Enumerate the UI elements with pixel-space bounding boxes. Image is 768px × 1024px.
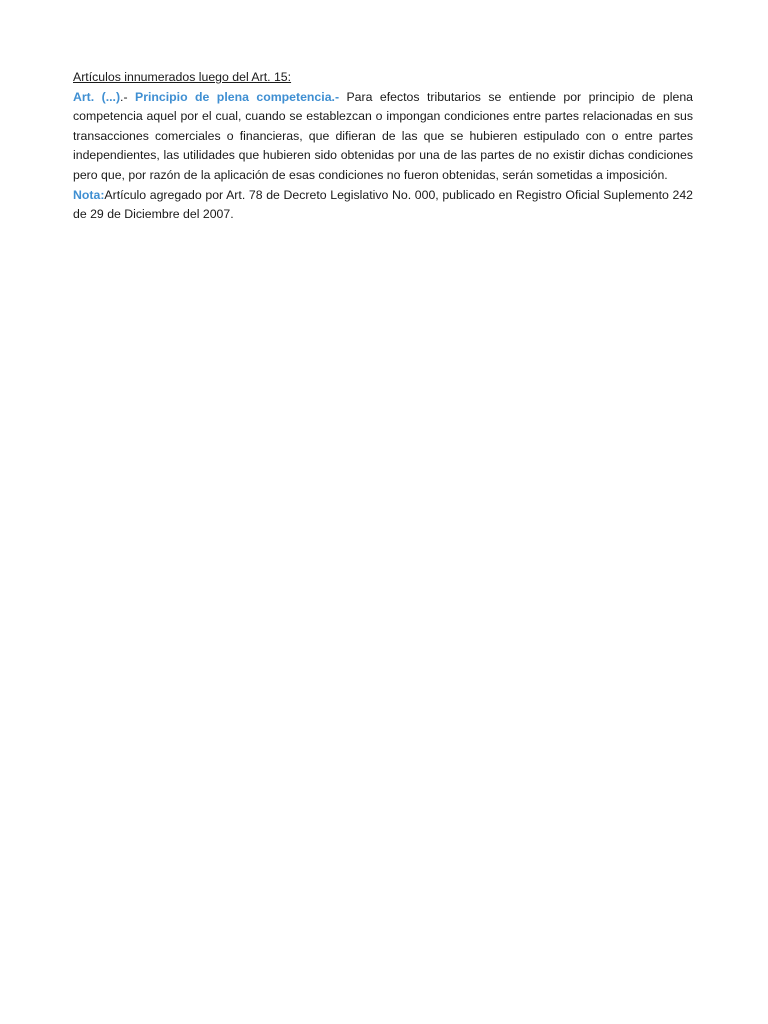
section-heading: Artículos innumerados luego del Art. 15: (73, 70, 292, 84)
article-paragraph (73, 88, 693, 186)
note-label: Nota: (73, 187, 105, 202)
article-number: Art. (...) (73, 89, 121, 104)
article-body: Para efectos tributarios se entiende por principio de plena competencia aquel por el cual, cuando se establezcan o impongan condiciones entre partes relacionadas en sus transacciones comerciales o financieras, que difieran de las que se hubieren estipulado con o entre partes independientes, las utilidades que hubieren sido obtenidas por una de las partes de no existir dichas condiciones pero que, por razón de la aplicación de esas condiciones no fueron obtenidas, serán sometidas a imposición. (73, 89, 693, 182)
note-text: Artículo agregado por Art. 78 de Decreto Legislativo No. 000, publicado en Registro Oficial Suplemento 242 de 29 de Diciembre del 2007. (73, 187, 693, 222)
note-paragraph (73, 186, 693, 225)
document-body (73, 68, 693, 225)
article-separator: .- (120, 89, 128, 104)
article-title: Principio de plena competencia.- (135, 89, 340, 104)
